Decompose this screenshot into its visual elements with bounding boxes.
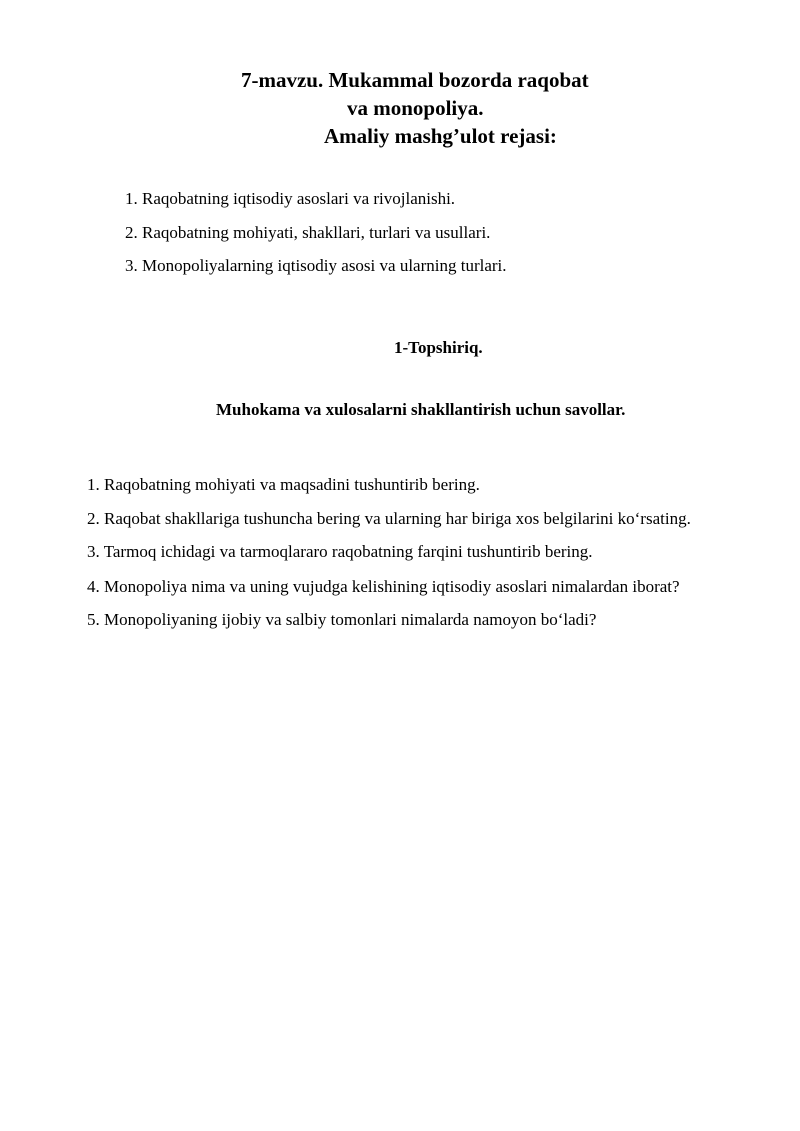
question-item-5: 5. Monopoliyaning ijobiy va salbiy tomonlari nimalarda namoyon bo‘ladi?	[87, 610, 597, 629]
plan-item-3: 3. Monopoliyalarning iqtisodiy asosi va ularning turlari.	[125, 256, 507, 275]
title-line-1: 7-mavzu. Mukammal bozorda raqobat	[241, 68, 589, 92]
question-item-2: 2. Raqobat shakllariga tushuncha bering va ularning har biriga xos belgilarini ko‘rsating.	[87, 509, 691, 528]
question-item-1: 1. Raqobatning mohiyati va maqsadini tushuntirib bering.	[87, 475, 480, 494]
plan-item-1: 1. Raqobatning iqtisodiy asoslari va rivojlanishi.	[125, 189, 456, 208]
plan-item-2: 2. Raqobatning mohiyati, shakllari, turlari va usullari.	[125, 223, 491, 242]
title-line-3: Amaliy mashg’ulot rejasi:	[324, 124, 557, 148]
question-item-3: 3. Tarmoq ichidagi va tarmoqlararo raqobatning farqini tushuntirib bering.	[87, 542, 593, 561]
title-line-2: va monopoliya.	[347, 96, 484, 120]
question-item-4: 4. Monopoliya nima va uning vujudga kelishining iqtisodiy asoslari nimalardan iborat?	[87, 577, 680, 596]
task-subtitle: Muhokama va xulosalarni shakllantirish uchun savollar.	[216, 400, 626, 419]
task-title: 1-Topshiriq.	[394, 338, 483, 357]
